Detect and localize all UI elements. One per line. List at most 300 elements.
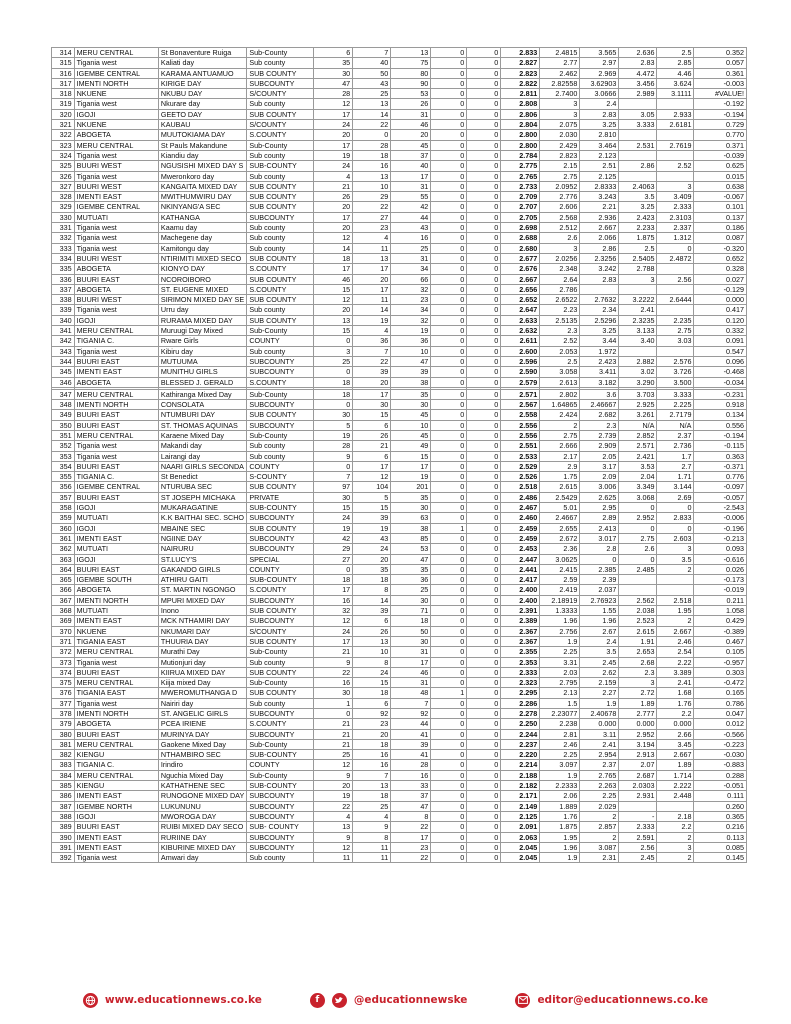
- cell-school: Kibiru day: [158, 346, 246, 356]
- table-row: [52, 367, 747, 377]
- cell-school: KATHATHENE SEC: [158, 781, 246, 791]
- cell-subcounty: IGEMBE CENTRAL: [74, 202, 158, 212]
- cell-mean-score: 2.784: [501, 150, 540, 160]
- table-row: [52, 284, 747, 294]
- cell-year-3: 0.000: [619, 719, 657, 729]
- cell-col-b: 0: [467, 346, 501, 356]
- cell-col-b: 0: [467, 284, 501, 294]
- cell-col-a: 0: [431, 801, 467, 811]
- cell-rank: 324: [52, 150, 75, 160]
- cell-school: Kathiranga Mixed Day: [158, 389, 246, 399]
- cell-school: NTIRIMITI MIXED SECO: [158, 253, 246, 263]
- table-row: [52, 636, 747, 646]
- cell-subcounty: MERU CENTRAL: [74, 389, 158, 399]
- cell-subcounty: TIGANIA C.: [74, 336, 158, 346]
- cell-year-3: 3.456: [619, 78, 657, 88]
- cell-year-4: 2.667: [657, 750, 694, 760]
- cell-subcounty: ABOGETA: [74, 130, 158, 140]
- cell-rank: 362: [52, 544, 75, 554]
- cell-year-2: 2.3256: [580, 253, 619, 263]
- cell-year-4: 3.624: [657, 78, 694, 88]
- cell-year-3: 1.89: [619, 698, 657, 708]
- cell-year-1: 2.823: [540, 150, 580, 160]
- cell-year-4: 2.7619: [657, 140, 694, 150]
- cell-category: Sub county: [247, 58, 314, 68]
- cell-subcounty: IMENTI EAST: [74, 842, 158, 852]
- cell-col-b: 0: [467, 770, 501, 780]
- cell-girls: 19: [353, 315, 391, 325]
- cell-school: Amwari day: [158, 853, 246, 863]
- cell-year-1: 2.17: [540, 451, 580, 461]
- cell-year-3: 3.290: [619, 377, 657, 387]
- table-row: [52, 575, 747, 585]
- cell-year-3: 3: [619, 678, 657, 688]
- table-row: [52, 719, 747, 729]
- cell-year-2: 3.006: [580, 482, 619, 492]
- cell-girls: 17: [353, 389, 391, 399]
- cell-mean-score: 2.182: [501, 781, 540, 791]
- cell-year-2: 3.25: [580, 120, 619, 130]
- cell-entries: 66: [391, 274, 431, 284]
- cell-entries: 25: [391, 585, 431, 595]
- cell-category: Sub-County: [247, 647, 314, 657]
- cell-deviation: 0.015: [694, 171, 747, 181]
- cell-year-3: 2.41: [619, 305, 657, 315]
- cell-year-4: N/A: [657, 420, 694, 430]
- cell-year-4: 3: [657, 181, 694, 191]
- cell-col-a: 0: [431, 305, 467, 315]
- cell-subcounty: IGOJI: [74, 811, 158, 821]
- cell-subcounty: Tigania west: [74, 698, 158, 708]
- cell-school: Makandi day: [158, 441, 246, 451]
- cell-year-2: 2.423: [580, 356, 619, 366]
- cell-year-1: 2.6522: [540, 295, 580, 305]
- cell-girls: 21: [353, 441, 391, 451]
- cell-year-3: 3.349: [619, 482, 657, 492]
- cell-year-1: 1.889: [540, 801, 580, 811]
- cell-entries: 25: [391, 243, 431, 253]
- cell-year-4: 2: [657, 832, 694, 842]
- cell-boys: 21: [314, 729, 353, 739]
- cell-year-3: 2.0303: [619, 781, 657, 791]
- cell-subcounty: ABOGETA: [74, 585, 158, 595]
- cell-col-a: 0: [431, 811, 467, 821]
- cell-col-a: 0: [431, 181, 467, 191]
- footer-email[interactable]: [515, 993, 708, 1008]
- cell-col-a: 0: [431, 667, 467, 677]
- cell-boys: 21: [314, 647, 353, 657]
- cell-year-4: 2.333: [657, 202, 694, 212]
- cell-mean-score: 2.453: [501, 544, 540, 554]
- cell-subcounty: MERU CENTRAL: [74, 140, 158, 150]
- cell-category: SUB COUNTY: [247, 667, 314, 677]
- cell-girls: 11: [353, 295, 391, 305]
- cell-col-b: 0: [467, 822, 501, 832]
- cell-year-4: 2.7: [657, 461, 694, 471]
- cell-girls: 25: [353, 801, 391, 811]
- cell-year-1: 2.18919: [540, 595, 580, 605]
- cell-deviation: -0.019: [694, 585, 747, 595]
- footer-social[interactable]: [310, 993, 468, 1008]
- cell-boys: 12: [314, 99, 353, 109]
- cell-year-4: 2.2: [657, 822, 694, 832]
- cell-girls: 39: [353, 367, 391, 377]
- table-row: [52, 243, 747, 253]
- table-row: [52, 161, 747, 171]
- cell-school: St Bonaventure Ruiga: [158, 48, 246, 58]
- cell-year-3: 3.133: [619, 326, 657, 336]
- cell-school: Gaokene Mixed Day: [158, 739, 246, 749]
- cell-mean-score: 2.676: [501, 264, 540, 274]
- cell-year-1: 2.568: [540, 212, 580, 222]
- cell-deviation: 0.547: [694, 346, 747, 356]
- cell-entries: 31: [391, 253, 431, 263]
- cell-category: Sub-County: [247, 739, 314, 749]
- cell-school: NKUMARI DAY: [158, 626, 246, 636]
- cell-entries: 55: [391, 192, 431, 202]
- cell-girls: 18: [353, 150, 391, 160]
- cell-school: SIRIMON MIXED DAY SE: [158, 295, 246, 305]
- cell-mean-score: 2.698: [501, 223, 540, 233]
- cell-col-a: 0: [431, 161, 467, 171]
- cell-col-a: 0: [431, 389, 467, 399]
- cell-boys: 26: [314, 192, 353, 202]
- cell-entries: 37: [391, 150, 431, 160]
- cell-year-3: 2.687: [619, 770, 657, 780]
- cell-mean-score: 2.800: [501, 130, 540, 140]
- table-row: [52, 212, 747, 222]
- cell-rank: 355: [52, 472, 75, 482]
- cell-year-1: 2.4667: [540, 513, 580, 523]
- cell-mean-score: 2.804: [501, 120, 540, 130]
- cell-col-b: 0: [467, 274, 501, 284]
- cell-deviation: -0.034: [694, 377, 747, 387]
- cell-school: NAARI GIRLS SECONDA: [158, 461, 246, 471]
- cell-boys: 0: [314, 400, 353, 410]
- cell-year-2: 2.066: [580, 233, 619, 243]
- cell-year-4: 4.46: [657, 68, 694, 78]
- cell-col-a: 0: [431, 544, 467, 554]
- cell-entries: 53: [391, 89, 431, 99]
- cell-category: SUBCOUNTY: [247, 533, 314, 543]
- cell-rank: 320: [52, 109, 75, 119]
- cell-entries: 38: [391, 523, 431, 533]
- cell-year-2: 2.31: [580, 853, 619, 863]
- cell-school: KANGAITA MIXED DAY: [158, 181, 246, 191]
- cell-year-4: 2.518: [657, 595, 694, 605]
- cell-year-4: 3: [657, 842, 694, 852]
- cell-rank: 349: [52, 410, 75, 420]
- cell-rank: 342: [52, 336, 75, 346]
- cell-deviation: -0.097: [694, 482, 747, 492]
- cell-year-3: 2.5405: [619, 253, 657, 263]
- cell-entries: 23: [391, 842, 431, 852]
- cell-category: S/COUNTY: [247, 89, 314, 99]
- footer-website-text[interactable]: www.educationnews.co.ke: [104, 994, 262, 1006]
- cell-school: NGUSISHI MIXED DAY S: [158, 161, 246, 171]
- cell-subcounty: IMENTI NORTH: [74, 709, 158, 719]
- cell-subcounty: NKUENE: [74, 120, 158, 130]
- twitter-icon[interactable]: [332, 993, 347, 1008]
- table-row: [52, 616, 747, 626]
- table-row: [52, 585, 747, 595]
- cell-deviation: 0.186: [694, 223, 747, 233]
- cell-mean-score: 2.579: [501, 377, 540, 387]
- cell-year-4: [657, 585, 694, 595]
- table-row: [52, 192, 747, 202]
- cell-deviation: 0.047: [694, 709, 747, 719]
- cell-year-2: 2.029: [580, 801, 619, 811]
- cell-col-a: 0: [431, 420, 467, 430]
- cell-year-4: 2.75: [657, 326, 694, 336]
- table-row: [52, 326, 747, 336]
- cell-entries: 49: [391, 441, 431, 451]
- cell-col-a: 0: [431, 109, 467, 119]
- cell-girls: 39: [353, 606, 391, 616]
- cell-year-4: 2: [657, 853, 694, 863]
- cell-mean-score: 2.709: [501, 192, 540, 202]
- cell-col-a: 0: [431, 171, 467, 181]
- table-row: [52, 400, 747, 410]
- cell-subcounty: Tigania west: [74, 233, 158, 243]
- cell-school: Muruugi Day Mixed: [158, 326, 246, 336]
- cell-year-3: 2.5: [619, 243, 657, 253]
- cell-deviation: 0.625: [694, 161, 747, 171]
- cell-mean-score: 2.556: [501, 430, 540, 440]
- cell-year-4: 3.144: [657, 482, 694, 492]
- cell-year-1: 2.666: [540, 441, 580, 451]
- cell-year-4: 2.46: [657, 636, 694, 646]
- cell-year-3: [619, 130, 657, 140]
- cell-subcounty: MERU CENTRAL: [74, 739, 158, 749]
- cell-year-4: 3.500: [657, 377, 694, 387]
- cell-year-3: 2.882: [619, 356, 657, 366]
- cell-category: SUBCOUNTY: [247, 367, 314, 377]
- table-row: [52, 295, 747, 305]
- cell-mean-score: 2.567: [501, 400, 540, 410]
- cell-year-2: 3.62903: [580, 78, 619, 88]
- cell-entries: 37: [391, 791, 431, 801]
- cell-girls: 17: [353, 284, 391, 294]
- footer-email-text[interactable]: editor@educationnews.co.ke: [537, 994, 709, 1006]
- cell-year-1: 2.030: [540, 130, 580, 140]
- cell-boys: 29: [314, 544, 353, 554]
- cell-mean-score: 2.667: [501, 274, 540, 284]
- cell-entries: 71: [391, 606, 431, 616]
- cell-subcounty: IMENTI EAST: [74, 791, 158, 801]
- table-row: [52, 420, 747, 430]
- cell-deviation: 0.012: [694, 719, 747, 729]
- cell-col-b: 0: [467, 451, 501, 461]
- footer-social-handle[interactable]: @educationnewske: [353, 994, 468, 1006]
- cell-mean-score: 2.571: [501, 389, 540, 399]
- cell-year-4: 2.933: [657, 109, 694, 119]
- table-row: [52, 89, 747, 99]
- cell-col-a: 0: [431, 336, 467, 346]
- cell-year-4: 2.52: [657, 161, 694, 171]
- cell-school: NTUMBURI DAY: [158, 410, 246, 420]
- cell-rank: 364: [52, 564, 75, 574]
- cell-entries: 16: [391, 233, 431, 243]
- cell-school: Lairangi day: [158, 451, 246, 461]
- cell-entries: 40: [391, 161, 431, 171]
- cell-girls: 13: [353, 99, 391, 109]
- cell-boys: 18: [314, 253, 353, 263]
- cell-boys: 30: [314, 688, 353, 698]
- cell-deviation: 0.328: [694, 264, 747, 274]
- facebook-icon[interactable]: f: [310, 993, 325, 1008]
- cell-entries: 20: [391, 130, 431, 140]
- cell-year-1: 1.76: [540, 811, 580, 821]
- cell-rank: 316: [52, 68, 75, 78]
- cell-deviation: -0.231: [694, 389, 747, 399]
- cell-subcounty: TIGANIA EAST: [74, 636, 158, 646]
- cell-boys: 12: [314, 233, 353, 243]
- cell-col-b: 0: [467, 595, 501, 605]
- cell-school: Inono: [158, 606, 246, 616]
- cell-year-4: [657, 284, 694, 294]
- cell-year-3: [619, 801, 657, 811]
- cell-subcounty: TIGANIA C.: [74, 472, 158, 482]
- cell-mean-score: 2.171: [501, 791, 540, 801]
- cell-girls: 5: [353, 492, 391, 502]
- cell-subcounty: MERU CENTRAL: [74, 770, 158, 780]
- footer-website[interactable]: [83, 993, 262, 1008]
- cell-col-b: 0: [467, 223, 501, 233]
- cell-deviation: 0.026: [694, 564, 747, 574]
- cell-year-1: 2: [540, 420, 580, 430]
- cell-rank: 372: [52, 647, 75, 657]
- cell-rank: 387: [52, 801, 75, 811]
- cell-deviation: 0.303: [694, 667, 747, 677]
- cell-col-b: 0: [467, 150, 501, 160]
- cell-col-a: 0: [431, 356, 467, 366]
- cell-year-4: [657, 801, 694, 811]
- cell-mean-score: 2.400: [501, 595, 540, 605]
- cell-school: ATHIRU GAITI: [158, 575, 246, 585]
- cell-deviation: 0.057: [694, 58, 747, 68]
- table-row: [52, 171, 747, 181]
- cell-mean-score: 2.214: [501, 760, 540, 770]
- cell-deviation: -0.194: [694, 109, 747, 119]
- cell-subcounty: IGEMBE NORTH: [74, 801, 158, 811]
- cell-rank: 383: [52, 760, 75, 770]
- cell-school: NKINYANG'A SEC: [158, 202, 246, 212]
- cell-category: SUB COUNTY: [247, 181, 314, 191]
- cell-year-3: 2.4063: [619, 181, 657, 191]
- cell-subcounty: Tigania west: [74, 223, 158, 233]
- cell-category: SUB COUNTY: [247, 523, 314, 533]
- cell-category: Sub county: [247, 305, 314, 315]
- cell-boys: 17: [314, 264, 353, 274]
- cell-category: S.COUNTY: [247, 719, 314, 729]
- cell-col-b: 0: [467, 585, 501, 595]
- cell-entries: 18: [391, 616, 431, 626]
- cell-year-3: 0: [619, 554, 657, 564]
- cell-category: SUB-COUNTY: [247, 781, 314, 791]
- cell-year-4: 0.000: [657, 719, 694, 729]
- cell-school: KATHANGA: [158, 212, 246, 222]
- cell-year-2: 2.67: [580, 626, 619, 636]
- cell-year-4: 2.448: [657, 791, 694, 801]
- cell-year-2: 2.09: [580, 472, 619, 482]
- cell-year-2: 2: [580, 811, 619, 821]
- cell-col-a: 0: [431, 781, 467, 791]
- cell-girls: 40: [353, 58, 391, 68]
- cell-subcounty: Tigania west: [74, 171, 158, 181]
- cell-entries: 22: [391, 822, 431, 832]
- table-row: [52, 410, 747, 420]
- cell-rank: 333: [52, 243, 75, 253]
- cell-category: Sub county: [247, 233, 314, 243]
- cell-year-3: 2.852: [619, 430, 657, 440]
- cell-mean-score: 2.677: [501, 253, 540, 263]
- cell-deviation: -0.223: [694, 739, 747, 749]
- table-row: [52, 811, 747, 821]
- cell-col-a: 0: [431, 698, 467, 708]
- cell-year-2: 2.37: [580, 760, 619, 770]
- cell-girls: 9: [353, 822, 391, 832]
- table-row: [52, 853, 747, 863]
- cell-school: Karaene Mixed Day: [158, 430, 246, 440]
- cell-girls: 20: [353, 377, 391, 387]
- cell-col-b: 0: [467, 410, 501, 420]
- cell-year-2: 2.41: [580, 739, 619, 749]
- cell-entries: 31: [391, 109, 431, 119]
- table-row: [52, 657, 747, 667]
- cell-mean-score: 2.237: [501, 739, 540, 749]
- table-row: [52, 99, 747, 109]
- cell-school: ST JOSEPH MICHAKA: [158, 492, 246, 502]
- cell-subcounty: BUURI EAST: [74, 420, 158, 430]
- cell-col-a: 0: [431, 274, 467, 284]
- cell-category: SUBCOUNTY: [247, 709, 314, 719]
- cell-entries: 47: [391, 356, 431, 366]
- cell-school: NCOROIBORO: [158, 274, 246, 284]
- cell-deviation: -0.057: [694, 492, 747, 502]
- cell-entries: 46: [391, 667, 431, 677]
- cell-year-3: 3.5: [619, 192, 657, 202]
- cell-entries: 39: [391, 367, 431, 377]
- cell-entries: 85: [391, 533, 431, 543]
- cell-col-b: 0: [467, 626, 501, 636]
- cell-col-b: 0: [467, 801, 501, 811]
- cell-category: S/COUNTY: [247, 120, 314, 130]
- cell-boys: 19: [314, 791, 353, 801]
- cell-mean-score: 2.441: [501, 564, 540, 574]
- cell-rank: 350: [52, 420, 75, 430]
- cell-year-2: 3.087: [580, 842, 619, 852]
- cell-mean-score: 2.611: [501, 336, 540, 346]
- cell-rank: 353: [52, 451, 75, 461]
- cell-category: SUBCOUNTY: [247, 811, 314, 821]
- cell-entries: 41: [391, 750, 431, 760]
- cell-year-4: 3.03: [657, 336, 694, 346]
- cell-col-b: 0: [467, 678, 501, 688]
- cell-year-4: 0: [657, 523, 694, 533]
- cell-category: SUB-COUNTY: [247, 161, 314, 171]
- cell-subcounty: Tigania west: [74, 346, 158, 356]
- cell-col-b: 0: [467, 305, 501, 315]
- cell-boys: 15: [314, 284, 353, 294]
- cell-subcounty: NKUENE: [74, 626, 158, 636]
- cell-year-3: 3: [619, 274, 657, 284]
- email-icon: [515, 993, 530, 1008]
- cell-year-1: 1.95: [540, 832, 580, 842]
- cell-subcounty: BUURI EAST: [74, 356, 158, 366]
- cell-year-1: 2.415: [540, 564, 580, 574]
- cell-col-b: 0: [467, 389, 501, 399]
